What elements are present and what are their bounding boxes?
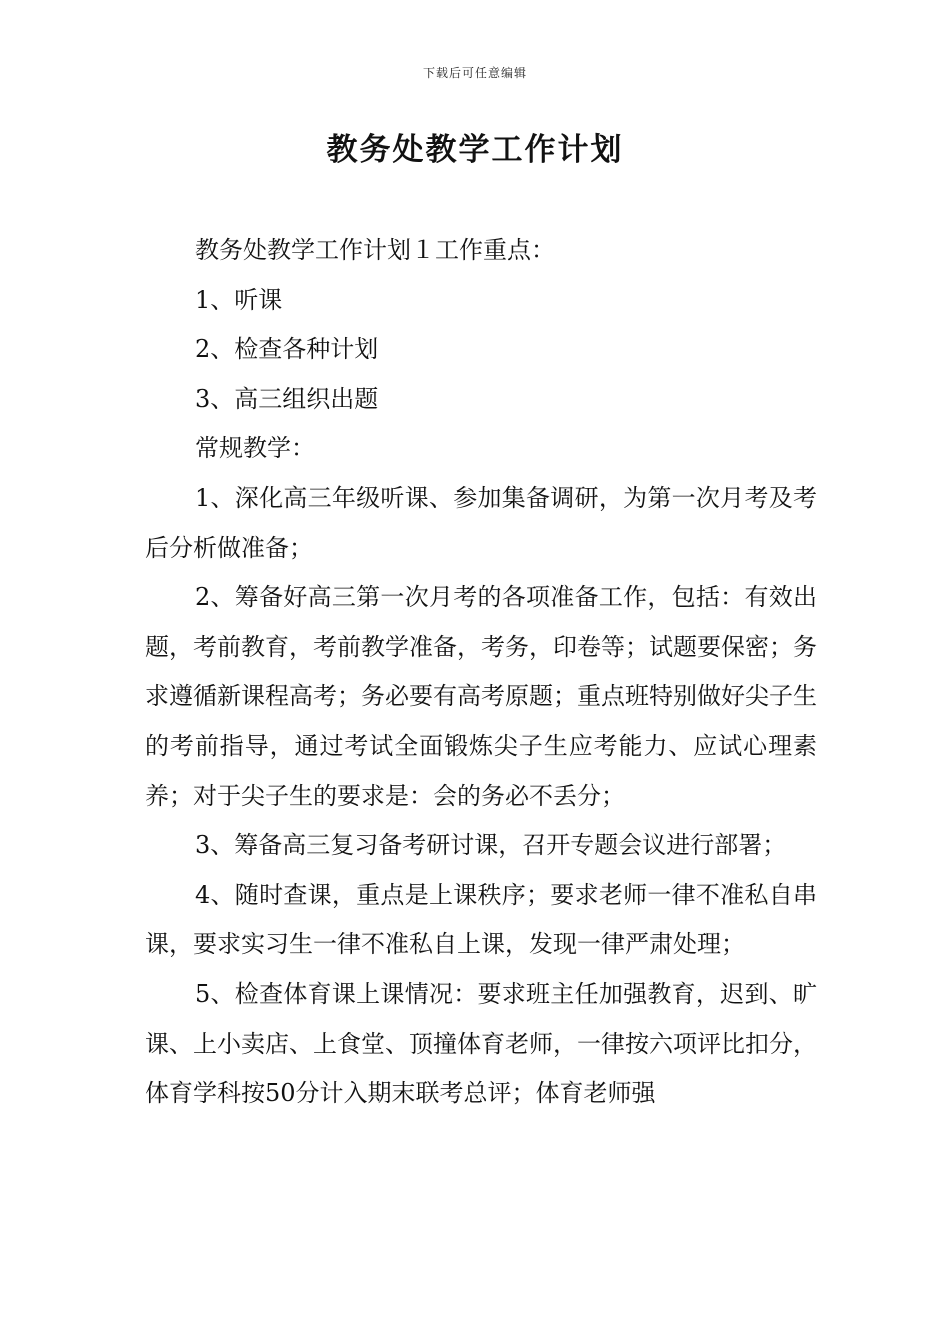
page-header-note: 下载后可任意编辑 xyxy=(422,66,527,80)
paragraph-intro: 教务处教学工作计划１工作重点： xyxy=(195,236,555,264)
paragraph-focus-3: 3、高三组织出题 xyxy=(195,384,379,413)
paragraph-routine-heading: 常规教学： xyxy=(195,434,315,463)
paragraph-routine-3: 3、筹备高三复习备考研讨课，召开专题会议进行部署； xyxy=(195,831,787,860)
paragraph-routine-5: 5、检查体育课上课情况：要求班主任加强教育，迟到、旷课、上小卖店、上食堂、顶撞体育老师，一律按六项评比扣分，体育学科按50分计入期末联考总评；体育老师强 xyxy=(145,979,817,1108)
paragraph-routine-4: 4、随时查课，重点是上课秩序；要求老师一律不准私自串课，要求实习生一律不准私自上课，发现一律严肃处理； xyxy=(145,880,817,959)
paragraph-focus-1: 1、听课 xyxy=(195,285,283,314)
paragraph-routine-1: 1、深化高三年级听课、参加集备调研，为第一次月考及考后分析做准备； xyxy=(145,483,817,562)
document-body xyxy=(145,226,817,1119)
document-title: 教务处教学工作计划 xyxy=(326,132,624,168)
paragraph-routine-2: 2、筹备好高三第一次月考的各项准备工作，包括：有效出题，考前教育，考前教学准备，考务，印卷等；试题要保密；务求遵循新课程高考；务必要有高考原题；重点班特别做好尖子生的考前指导，通过考试全面锻炼尖子生应考能力、应试心理素养；对于尖子生的要求是：会的务必不丢分； xyxy=(145,583,817,810)
paragraph-focus-2: 2、检查各种计划 xyxy=(195,335,379,364)
